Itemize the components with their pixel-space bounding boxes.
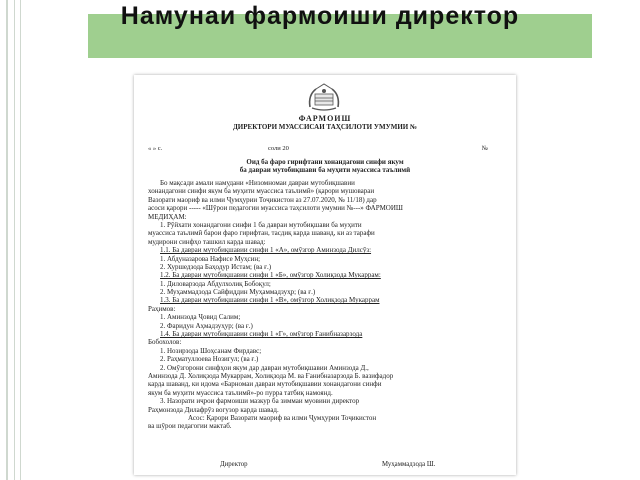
document-text-line: хонандагони синфи якум ба муҳити муассиса таълимӣ» (қарори мушовараи (148, 187, 375, 196)
document-text-line: 2. Раҳматуллоева Нозигул; (ва ғ.) (160, 355, 259, 364)
document-image (134, 75, 516, 475)
slide-title: Намунаи фармоиши директор (120, 2, 520, 30)
document-text-line: Бо мақсади амали намудани «Низомномаи давраи мутобиқшавии (160, 179, 355, 187)
document-text-line: Бобохолов: (148, 338, 182, 347)
signature-label: Директор (220, 461, 248, 468)
document-text-line: МЕДИҲАМ: (148, 212, 187, 221)
document-year: соли 20 (268, 145, 289, 152)
document-text-line: 2. Муҳаммадзода Сайфиддин Муҳаммадзуҳр; (ва ғ.) (160, 288, 316, 297)
document-text-line: Раҳимов: (148, 304, 176, 313)
decorative-line-1 (6, 0, 8, 480)
document-text-line: 1.4. Ба давраи мутобиқшавии синфи 1 «Г», омӯзгор Ғанибназарзода (160, 330, 363, 339)
document-text-line: 1.3. Ба давраи мутобиқшавии синфи 1 «В», омӯзгор Холиқзода Мукаррам (160, 296, 380, 305)
document-subject-line-2: ба давраи мутобиқшави ба муҳити муассиса таълимӣ (239, 165, 411, 174)
decorative-line-2 (14, 0, 15, 480)
document-text-line: Аминзода Д. Холиқзода Мукаррам, Холиқзода М. ва Ғанибназарзода Б. вазифадор (148, 371, 394, 380)
document-text-line: 1. Нозирзода Шоҳсанам Фирдавс; (160, 346, 262, 355)
document-text-line: ва шӯрои педагогии мактаб. (148, 422, 232, 431)
document-text-line: 1.1. Ба давраи мутобиқшавии синфи 1 «А», омӯзгор Аминзода Дилсӯз: (160, 246, 372, 255)
document-subheading: ДИРЕКТОРИ МУАССИСАИ ТАҲСИЛОТИ УМУМИИ № (232, 123, 418, 131)
document-text-line: 1. Диловарзода Абдулхолиқ Бобоқул; (160, 279, 271, 288)
document-text-line: Раҳмонзода Дилафрӯз вогузор карда шавад. (148, 405, 279, 414)
document-body (148, 179, 506, 431)
document-text-line: 2. Омӯзгорони синфҳои якум дар давраи мутобиқшавии Аминзода Д., (160, 363, 369, 372)
document-text-line: 3. Назорати иҷрои фармоиши мазкур ба зиммаи муовини директор (160, 397, 360, 406)
document-text-line: асоси қарори ----- «Шӯрои педагогии муассиса таҳсилоти умумии №---» ФАРМОИШ (148, 204, 403, 213)
document-text-line: карда шаванд, ки идома «Барномаи давраи мутобиқшавии хонандагони синфи (148, 380, 382, 389)
document-subject (134, 159, 516, 175)
decorative-line-3 (20, 0, 21, 480)
document-text-line: 2. Хуршедзода Баҳодур Истам; (ва ғ.) (160, 262, 272, 271)
document-heading: ФАРМОИШ (298, 114, 352, 123)
state-emblem-icon (304, 81, 344, 113)
document-number: № (481, 145, 488, 152)
document-text-line: муассиса таълимӣ барои фаро гирифтан, тасдиқ карда шаванд, ки аз тарафи (148, 229, 375, 238)
document-text-line: Вазорати маориф ва илми Ҷумҳурии Тоҷикистон аз 27.07.2020, № 11/18) дар (148, 195, 377, 204)
document-subject-line-1: Оид ба фаро гирифтани хонандагони синфи якум (246, 158, 404, 166)
document-text-line: 2. Фаридун Аҳмадзуҳур; (ва ғ.) (160, 321, 253, 330)
document-date-left: « » с. (148, 145, 163, 152)
document-meta-row (148, 145, 502, 154)
document-text-line: 1. Абдуназарова Нафисе Муҳсин; (160, 254, 261, 263)
signature-name: Муҳаммадзода Ш. (382, 461, 436, 468)
signature-row (134, 461, 516, 470)
document-text-line: 1. Рӯйхати хонандагони синфи 1 ба давраи мутобиқшави ба муҳити (160, 220, 362, 229)
document-text-line: якум ба муҳити муассиса таълимӣ»-ро пурра татбиқ намоянд. (148, 388, 333, 397)
document-text-line: 1.2. Ба давраи мутобиқшавии синфи 1 «Б», омӯзгор Холиқзода Мукаррам: (160, 271, 381, 280)
document-text-line: Асос: Қарори Вазорати маориф ва илми Ҷумҳурии Тоҷикистон (188, 413, 377, 422)
document-text-line: 1. Аминзода Ҷовид Салим; (160, 313, 241, 322)
document-text-line: мудирони синфҳо ташкил карда шавад: (148, 237, 266, 246)
